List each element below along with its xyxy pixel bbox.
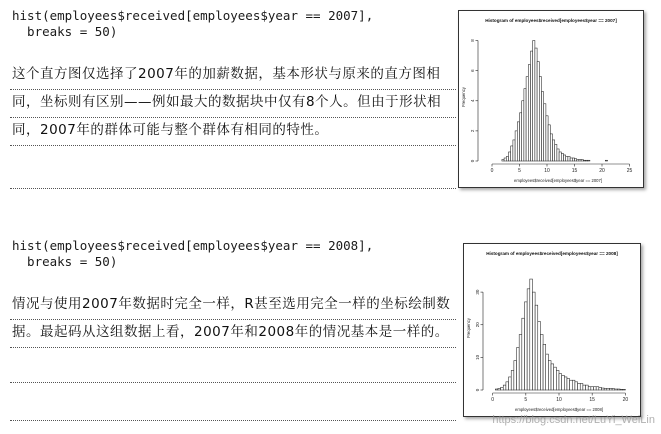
histogram-bar bbox=[578, 383, 581, 390]
annotation-note-2007: 这个直方图仅选择了2007年的加薪数据，基本形状与原来的直方图相同，坐标则有区别——例如最大的数据块中仅有8个人。但由于形状相同，2007年的群体可能与整个群体有相同的特性。 bbox=[12, 66, 442, 138]
y-tick-label: 30 bbox=[475, 289, 480, 295]
dotted-rule bbox=[10, 420, 456, 421]
x-tick-label: 10 bbox=[544, 168, 550, 174]
histogram-bar bbox=[522, 101, 524, 161]
histogram-bar bbox=[564, 155, 566, 161]
histogram-bar bbox=[559, 152, 561, 161]
chart-title: Histogram of employees$received[employees$year == 2007] bbox=[485, 18, 617, 23]
x-tick-label: 15 bbox=[571, 168, 578, 174]
histogram-bar bbox=[514, 361, 517, 390]
code-block-2007 bbox=[12, 8, 373, 40]
histogram-bar bbox=[586, 385, 589, 390]
histogram-bar bbox=[533, 41, 535, 161]
histogram-bar bbox=[531, 51, 533, 161]
histogram-bar bbox=[498, 388, 501, 390]
histogram-bar bbox=[526, 77, 528, 161]
histogram-bar bbox=[548, 361, 551, 390]
histogram-bar bbox=[511, 370, 514, 390]
code-line: hist(employees$received[employees$year == 2008], bbox=[12, 238, 374, 253]
histogram-bar bbox=[522, 318, 525, 390]
histogram-bar bbox=[535, 305, 538, 390]
dotted-rule bbox=[10, 89, 456, 90]
histogram-bar bbox=[570, 380, 573, 390]
code-block-2008 bbox=[12, 238, 373, 270]
histogram-bar bbox=[506, 156, 508, 161]
annotation-note-2008: 情况与使用2007年数据时完全一样，R甚至选用完全一样的坐标绘制数据。最起码从这组数据上看，2007年和2008年的情况基本是一样的。 bbox=[12, 296, 451, 340]
histogram-bar bbox=[530, 279, 533, 390]
histogram-bar bbox=[502, 159, 504, 161]
x-tick-label: 5 bbox=[524, 397, 528, 403]
x-tick-label: 10 bbox=[556, 397, 562, 403]
histogram-bar bbox=[520, 113, 522, 161]
histogram-bar bbox=[594, 387, 597, 390]
y-axis-label: Frequency bbox=[466, 318, 471, 338]
dotted-rule bbox=[10, 188, 456, 189]
histogram-bar bbox=[580, 383, 583, 390]
histogram-bar bbox=[504, 158, 506, 161]
code-line: breaks = 50) bbox=[12, 254, 118, 269]
histogram-bar bbox=[544, 104, 546, 161]
histogram-bar bbox=[524, 89, 526, 161]
histogram-bar bbox=[515, 131, 517, 161]
histogram-bar bbox=[564, 377, 567, 390]
x-tick-label: 0 bbox=[491, 397, 495, 403]
histogram-bar bbox=[567, 379, 570, 390]
histogram-bar bbox=[596, 387, 599, 390]
histogram-bar bbox=[509, 152, 511, 161]
histogram-bar bbox=[517, 348, 520, 390]
x-tick-label: 15 bbox=[589, 397, 595, 403]
histogram-bar bbox=[620, 389, 623, 390]
y-axis-label: Frequency bbox=[461, 87, 466, 107]
histogram-bar bbox=[557, 149, 559, 161]
histogram-bar bbox=[568, 156, 570, 161]
code-line: breaks = 50) bbox=[12, 24, 118, 39]
dotted-rule bbox=[10, 117, 456, 118]
histogram-bar bbox=[495, 389, 498, 390]
chart-title: Histogram of employees$received[employees$year == 2008] bbox=[486, 251, 618, 256]
dotted-rule bbox=[10, 382, 456, 383]
histogram-bar bbox=[615, 389, 618, 390]
y-tick-label: 10 bbox=[475, 354, 480, 360]
histogram-bar bbox=[556, 370, 559, 390]
histogram-bar bbox=[605, 160, 607, 161]
histogram-bar bbox=[511, 146, 513, 161]
histogram-bar bbox=[524, 302, 527, 390]
histogram-bar bbox=[501, 387, 504, 390]
dotted-rule bbox=[10, 319, 456, 320]
histogram-bar bbox=[562, 375, 565, 390]
y-tick-label: 2 bbox=[470, 129, 475, 133]
histogram-figure-2008 bbox=[463, 243, 641, 417]
x-tick-label: 0 bbox=[490, 168, 494, 174]
histogram-bar bbox=[609, 388, 612, 390]
y-tick-label: 20 bbox=[475, 322, 480, 328]
histogram-bar bbox=[577, 159, 579, 161]
histogram-bar bbox=[503, 385, 506, 390]
y-tick-label: 8 bbox=[470, 39, 475, 42]
histogram-bar bbox=[601, 388, 604, 390]
histogram-bar bbox=[527, 289, 530, 390]
histogram-bar bbox=[548, 125, 550, 161]
histogram-bar bbox=[566, 156, 568, 161]
histogram-bar bbox=[519, 335, 522, 390]
histogram-bar bbox=[553, 140, 555, 161]
histogram-bar bbox=[540, 335, 543, 390]
y-tick-label: 6 bbox=[470, 69, 475, 72]
histogram-bar bbox=[604, 388, 607, 390]
histogram-bar bbox=[555, 144, 557, 161]
histogram-bar bbox=[588, 160, 590, 161]
histogram-bar bbox=[561, 153, 563, 161]
histogram-bar bbox=[554, 367, 557, 390]
histogram-bar bbox=[586, 160, 588, 161]
histogram-bar bbox=[513, 140, 515, 161]
histogram-bar bbox=[535, 48, 537, 161]
histogram-bar bbox=[559, 374, 562, 390]
dotted-rule bbox=[10, 145, 456, 146]
histogram-chart bbox=[459, 11, 643, 187]
histogram-bar bbox=[599, 387, 602, 390]
dotted-rule bbox=[10, 347, 456, 348]
histogram-bar bbox=[528, 65, 530, 161]
histogram-bar bbox=[607, 388, 610, 390]
histogram-bar bbox=[572, 380, 575, 390]
histogram-bar bbox=[538, 321, 541, 390]
histogram-bar bbox=[532, 292, 535, 390]
histogram-bar bbox=[575, 159, 577, 161]
histogram-bar bbox=[506, 382, 509, 390]
histogram-bar bbox=[588, 387, 591, 390]
histogram-bar bbox=[509, 377, 512, 390]
histogram-bar bbox=[581, 159, 583, 161]
x-tick-label: 25 bbox=[626, 168, 633, 174]
histogram-bar bbox=[570, 158, 572, 161]
histogram-bar bbox=[623, 389, 626, 390]
histogram-chart bbox=[464, 244, 640, 416]
y-tick-label: 4 bbox=[470, 99, 475, 103]
histogram-bar bbox=[579, 159, 581, 161]
watermark: https://blog.csdn.net/LuYi_WeiLin bbox=[492, 414, 655, 426]
histogram-bar bbox=[583, 385, 586, 390]
y-tick-label: 0 bbox=[475, 388, 480, 392]
histogram-bar bbox=[546, 116, 548, 161]
x-tick-label: 20 bbox=[622, 397, 629, 403]
histogram-bar bbox=[612, 389, 615, 390]
histogram-bar bbox=[575, 382, 578, 390]
x-tick-label: 5 bbox=[518, 168, 521, 174]
code-line: hist(employees$received[employees$year == 2007], bbox=[12, 8, 374, 23]
histogram-bar bbox=[551, 364, 554, 390]
histogram-bar bbox=[539, 77, 541, 161]
histogram-bar bbox=[572, 158, 574, 161]
histogram-bar bbox=[542, 92, 544, 161]
histogram-bar bbox=[617, 389, 620, 390]
x-axis-label: employees$received[employees$year == 2008] bbox=[515, 407, 603, 412]
histogram-figure-2007 bbox=[458, 10, 644, 188]
x-axis-label: employees$received[employees$year == 2007] bbox=[514, 178, 602, 183]
histogram-bar bbox=[543, 344, 546, 390]
histogram-bar bbox=[550, 134, 552, 161]
histogram-bar bbox=[591, 387, 594, 390]
histogram-bar bbox=[546, 354, 549, 390]
histogram-bar bbox=[537, 62, 539, 161]
x-tick-label: 20 bbox=[599, 168, 605, 174]
histogram-bar bbox=[583, 160, 585, 161]
y-tick-label: 0 bbox=[470, 159, 475, 163]
histogram-bar bbox=[517, 122, 519, 161]
